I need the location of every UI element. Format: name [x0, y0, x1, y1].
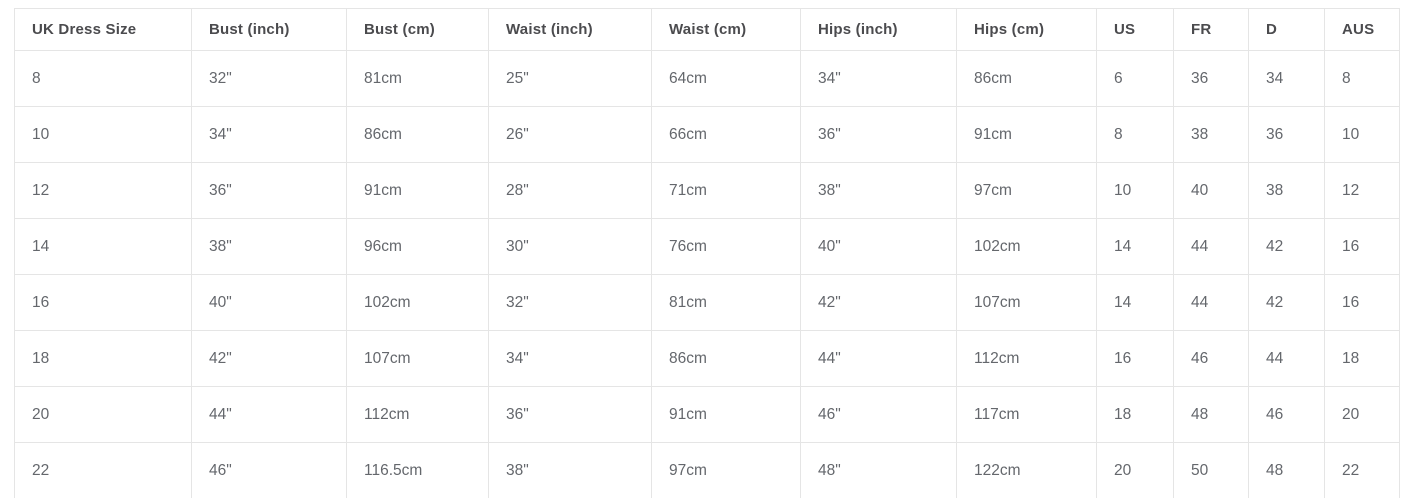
column-header-waist-inch: Waist (inch)	[489, 9, 652, 51]
table-cell-hips-cm: 122cm	[957, 443, 1097, 498]
table-cell-d: 42	[1249, 275, 1325, 331]
table-body	[15, 51, 1400, 498]
column-header-us: US	[1097, 9, 1174, 51]
table-cell-d: 36	[1249, 107, 1325, 163]
table-cell-fr: 36	[1174, 51, 1249, 107]
table-cell-uk-dress-size: 12	[15, 163, 192, 219]
table-header	[15, 9, 1400, 51]
table-row	[15, 443, 1400, 498]
table-cell-waist-cm: 66cm	[652, 107, 801, 163]
table-cell-aus: 16	[1325, 275, 1400, 331]
column-header-aus: AUS	[1325, 9, 1400, 51]
column-header-d: D	[1249, 9, 1325, 51]
table-cell-uk-dress-size: 20	[15, 387, 192, 443]
table-cell-waist-cm: 86cm	[652, 331, 801, 387]
table-cell-fr: 46	[1174, 331, 1249, 387]
table-cell-hips-cm: 112cm	[957, 331, 1097, 387]
table-row	[15, 331, 1400, 387]
table-cell-bust-inch: 32"	[192, 51, 347, 107]
table-cell-aus: 16	[1325, 219, 1400, 275]
table-cell-uk-dress-size: 14	[15, 219, 192, 275]
table-cell-uk-dress-size: 8	[15, 51, 192, 107]
table-cell-aus: 8	[1325, 51, 1400, 107]
table-cell-hips-inch: 40"	[801, 219, 957, 275]
column-header-waist-cm: Waist (cm)	[652, 9, 801, 51]
table-cell-aus: 22	[1325, 443, 1400, 498]
table-cell-fr: 48	[1174, 387, 1249, 443]
column-header-hips-cm: Hips (cm)	[957, 9, 1097, 51]
table-cell-waist-inch: 28"	[489, 163, 652, 219]
column-header-bust-inch: Bust (inch)	[192, 9, 347, 51]
table-cell-d: 48	[1249, 443, 1325, 498]
table-cell-bust-cm: 86cm	[347, 107, 489, 163]
table-cell-bust-inch: 46"	[192, 443, 347, 498]
table-cell-bust-cm: 107cm	[347, 331, 489, 387]
table-cell-aus: 18	[1325, 331, 1400, 387]
table-cell-waist-inch: 25"	[489, 51, 652, 107]
table-cell-hips-inch: 48"	[801, 443, 957, 498]
table-cell-bust-inch: 42"	[192, 331, 347, 387]
table-cell-waist-cm: 76cm	[652, 219, 801, 275]
table-cell-hips-cm: 107cm	[957, 275, 1097, 331]
table-cell-us: 8	[1097, 107, 1174, 163]
table-cell-uk-dress-size: 10	[15, 107, 192, 163]
table-cell-d: 46	[1249, 387, 1325, 443]
table-cell-us: 14	[1097, 219, 1174, 275]
table-cell-bust-inch: 36"	[192, 163, 347, 219]
table-cell-hips-cm: 86cm	[957, 51, 1097, 107]
table-cell-bust-inch: 38"	[192, 219, 347, 275]
table-row	[15, 51, 1400, 107]
table-cell-waist-inch: 32"	[489, 275, 652, 331]
table-cell-bust-cm: 96cm	[347, 219, 489, 275]
column-header-uk-dress-size: UK Dress Size	[15, 9, 192, 51]
table-cell-uk-dress-size: 18	[15, 331, 192, 387]
table-cell-us: 18	[1097, 387, 1174, 443]
table-cell-bust-inch: 44"	[192, 387, 347, 443]
table-cell-waist-cm: 81cm	[652, 275, 801, 331]
table-row	[15, 275, 1400, 331]
table-cell-waist-inch: 34"	[489, 331, 652, 387]
table-cell-uk-dress-size: 16	[15, 275, 192, 331]
table-cell-d: 42	[1249, 219, 1325, 275]
table-row	[15, 387, 1400, 443]
table-cell-us: 6	[1097, 51, 1174, 107]
table-cell-hips-cm: 102cm	[957, 219, 1097, 275]
table-cell-waist-cm: 91cm	[652, 387, 801, 443]
table-cell-us: 10	[1097, 163, 1174, 219]
table-cell-waist-inch: 26"	[489, 107, 652, 163]
table-cell-waist-inch: 36"	[489, 387, 652, 443]
table-cell-bust-cm: 112cm	[347, 387, 489, 443]
column-header-bust-cm: Bust (cm)	[347, 9, 489, 51]
table-cell-hips-inch: 38"	[801, 163, 957, 219]
table-cell-fr: 44	[1174, 219, 1249, 275]
table-cell-aus: 10	[1325, 107, 1400, 163]
table-cell-waist-cm: 97cm	[652, 443, 801, 498]
table-cell-hips-inch: 36"	[801, 107, 957, 163]
size-chart-container	[14, 8, 1400, 498]
table-cell-uk-dress-size: 22	[15, 443, 192, 498]
table-cell-waist-inch: 38"	[489, 443, 652, 498]
table-cell-hips-cm: 117cm	[957, 387, 1097, 443]
column-header-hips-inch: Hips (inch)	[801, 9, 957, 51]
table-cell-d: 38	[1249, 163, 1325, 219]
table-cell-aus: 12	[1325, 163, 1400, 219]
table-cell-hips-cm: 97cm	[957, 163, 1097, 219]
table-cell-us: 14	[1097, 275, 1174, 331]
table-row	[15, 107, 1400, 163]
header-row	[15, 9, 1400, 51]
table-cell-waist-cm: 71cm	[652, 163, 801, 219]
table-cell-bust-cm: 91cm	[347, 163, 489, 219]
table-row	[15, 163, 1400, 219]
table-cell-us: 16	[1097, 331, 1174, 387]
table-cell-d: 34	[1249, 51, 1325, 107]
table-cell-waist-inch: 30"	[489, 219, 652, 275]
table-cell-us: 20	[1097, 443, 1174, 498]
size-chart-table	[14, 8, 1400, 498]
table-cell-waist-cm: 64cm	[652, 51, 801, 107]
table-cell-fr: 50	[1174, 443, 1249, 498]
table-cell-bust-inch: 34"	[192, 107, 347, 163]
table-cell-hips-inch: 46"	[801, 387, 957, 443]
table-cell-hips-inch: 34"	[801, 51, 957, 107]
table-cell-fr: 44	[1174, 275, 1249, 331]
table-cell-aus: 20	[1325, 387, 1400, 443]
table-cell-hips-inch: 44"	[801, 331, 957, 387]
column-header-fr: FR	[1174, 9, 1249, 51]
table-cell-hips-inch: 42"	[801, 275, 957, 331]
table-cell-bust-cm: 116.5cm	[347, 443, 489, 498]
table-cell-hips-cm: 91cm	[957, 107, 1097, 163]
table-cell-bust-cm: 81cm	[347, 51, 489, 107]
table-cell-fr: 38	[1174, 107, 1249, 163]
table-cell-bust-inch: 40"	[192, 275, 347, 331]
table-cell-fr: 40	[1174, 163, 1249, 219]
table-cell-d: 44	[1249, 331, 1325, 387]
table-cell-bust-cm: 102cm	[347, 275, 489, 331]
table-row	[15, 219, 1400, 275]
